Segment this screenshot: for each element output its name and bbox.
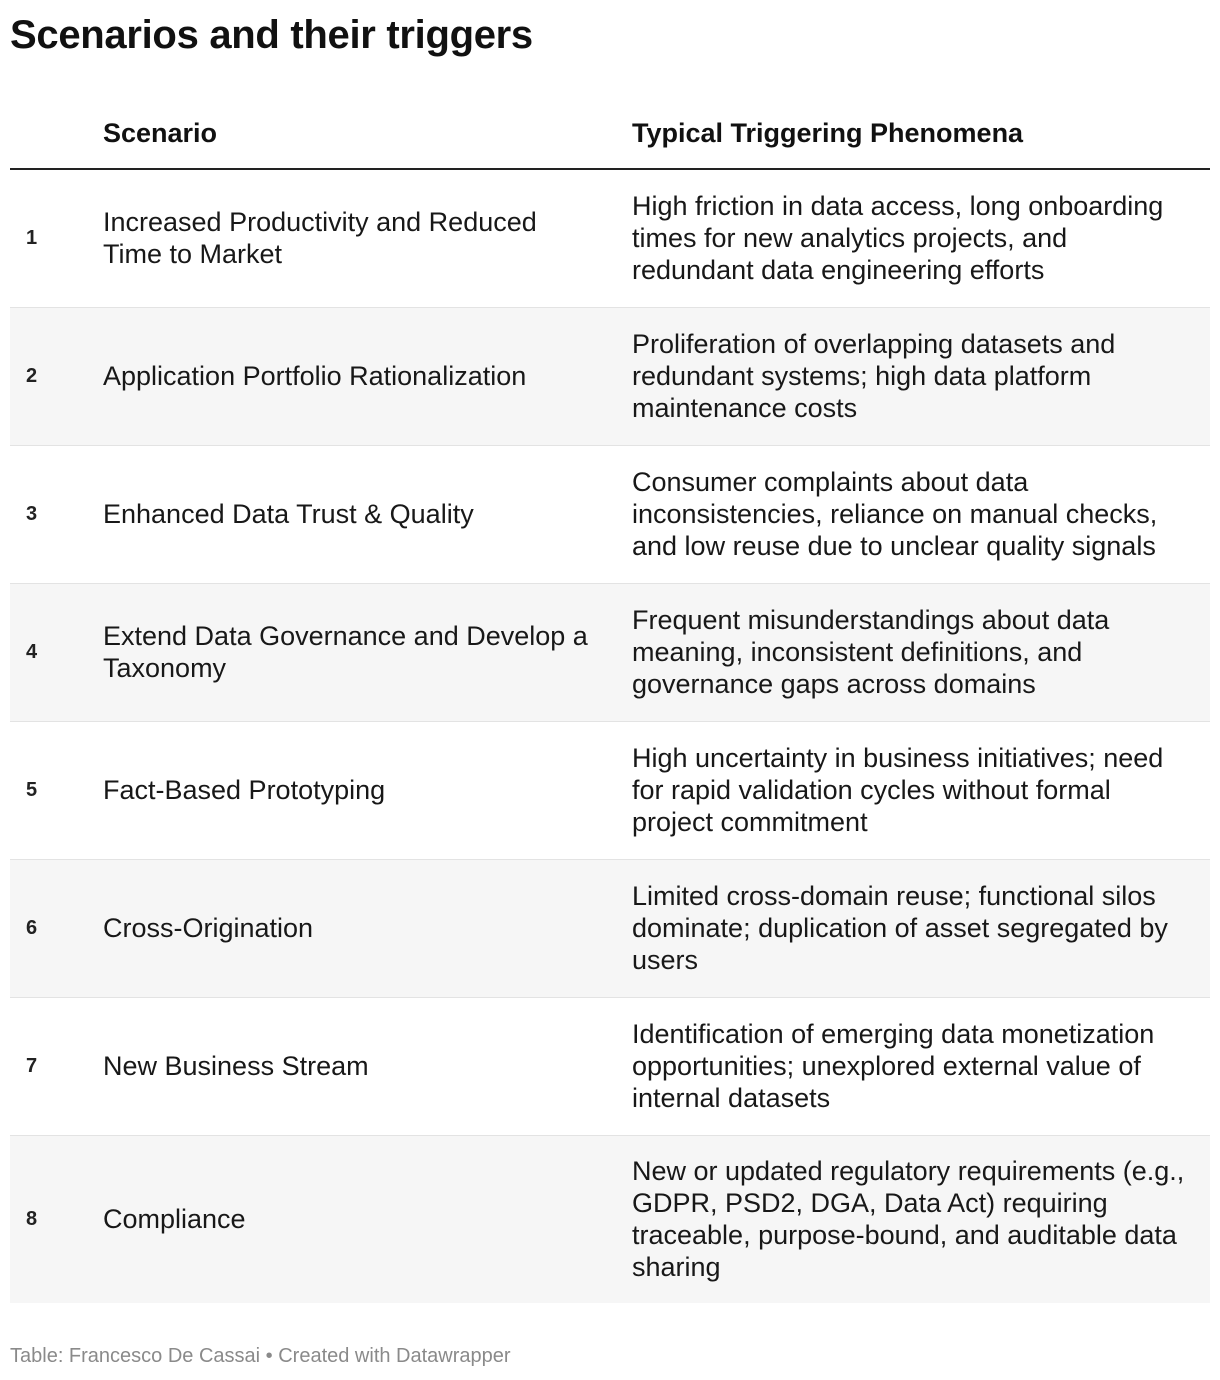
header-scenario: Scenario <box>103 98 632 169</box>
row-triggers: Limited cross-domain reuse; functional silos dominate; duplication of asset segregated by users <box>632 859 1210 997</box>
header-number <box>10 98 103 169</box>
row-number: 4 <box>10 583 103 721</box>
row-scenario: Application Portfolio Rationalization <box>103 307 632 445</box>
table-row <box>10 445 1210 583</box>
row-number: 2 <box>10 307 103 445</box>
table-header <box>10 98 1210 169</box>
row-scenario: Fact-Based Prototyping <box>103 721 632 859</box>
row-number: 7 <box>10 997 103 1135</box>
row-triggers: High uncertainty in business initiatives; need for rapid validation cycles without formal project commitment <box>632 721 1210 859</box>
table-row <box>10 1135 1210 1303</box>
header-triggers: Typical Triggering Phenomena <box>632 98 1210 169</box>
row-triggers: Proliferation of overlapping datasets and redundant systems; high data platform maintenance costs <box>632 307 1210 445</box>
row-triggers: High friction in data access, long onboarding times for new analytics projects, and redundant data engineering efforts <box>632 169 1210 307</box>
row-number: 5 <box>10 721 103 859</box>
table-body <box>10 169 1210 1303</box>
row-scenario: Enhanced Data Trust & Quality <box>103 445 632 583</box>
page-title: Scenarios and their triggers <box>10 13 533 57</box>
row-triggers: New or updated regulatory requirements (e.g., GDPR, PSD2, DGA, Data Act) requiring traceable, purpose-bound, and auditable data sharing <box>632 1135 1210 1303</box>
row-number: 1 <box>10 169 103 307</box>
row-triggers: Consumer complaints about data inconsistencies, reliance on manual checks, and low reuse due to unclear quality signals <box>632 445 1210 583</box>
row-scenario: Increased Productivity and Reduced Time to Market <box>103 169 632 307</box>
row-number: 3 <box>10 445 103 583</box>
table-row <box>10 583 1210 721</box>
source-footer: Table: Francesco De Cassai • Created with Datawrapper <box>10 1345 511 1367</box>
row-number: 8 <box>10 1135 103 1303</box>
row-scenario: Cross-Origination <box>103 859 632 997</box>
table-row <box>10 169 1210 307</box>
row-scenario: Extend Data Governance and Develop a Taxonomy <box>103 583 632 721</box>
row-scenario: New Business Stream <box>103 997 632 1135</box>
row-number: 6 <box>10 859 103 997</box>
table-row <box>10 721 1210 859</box>
header-row <box>10 98 1210 169</box>
scenarios-table <box>10 98 1210 1303</box>
table-row <box>10 307 1210 445</box>
table-row <box>10 997 1210 1135</box>
row-scenario: Compliance <box>103 1135 632 1303</box>
row-triggers: Identification of emerging data monetization opportunities; unexplored external value of internal datasets <box>632 997 1210 1135</box>
row-triggers: Frequent misunderstandings about data meaning, inconsistent definitions, and governance gaps across domains <box>632 583 1210 721</box>
table-row <box>10 859 1210 997</box>
